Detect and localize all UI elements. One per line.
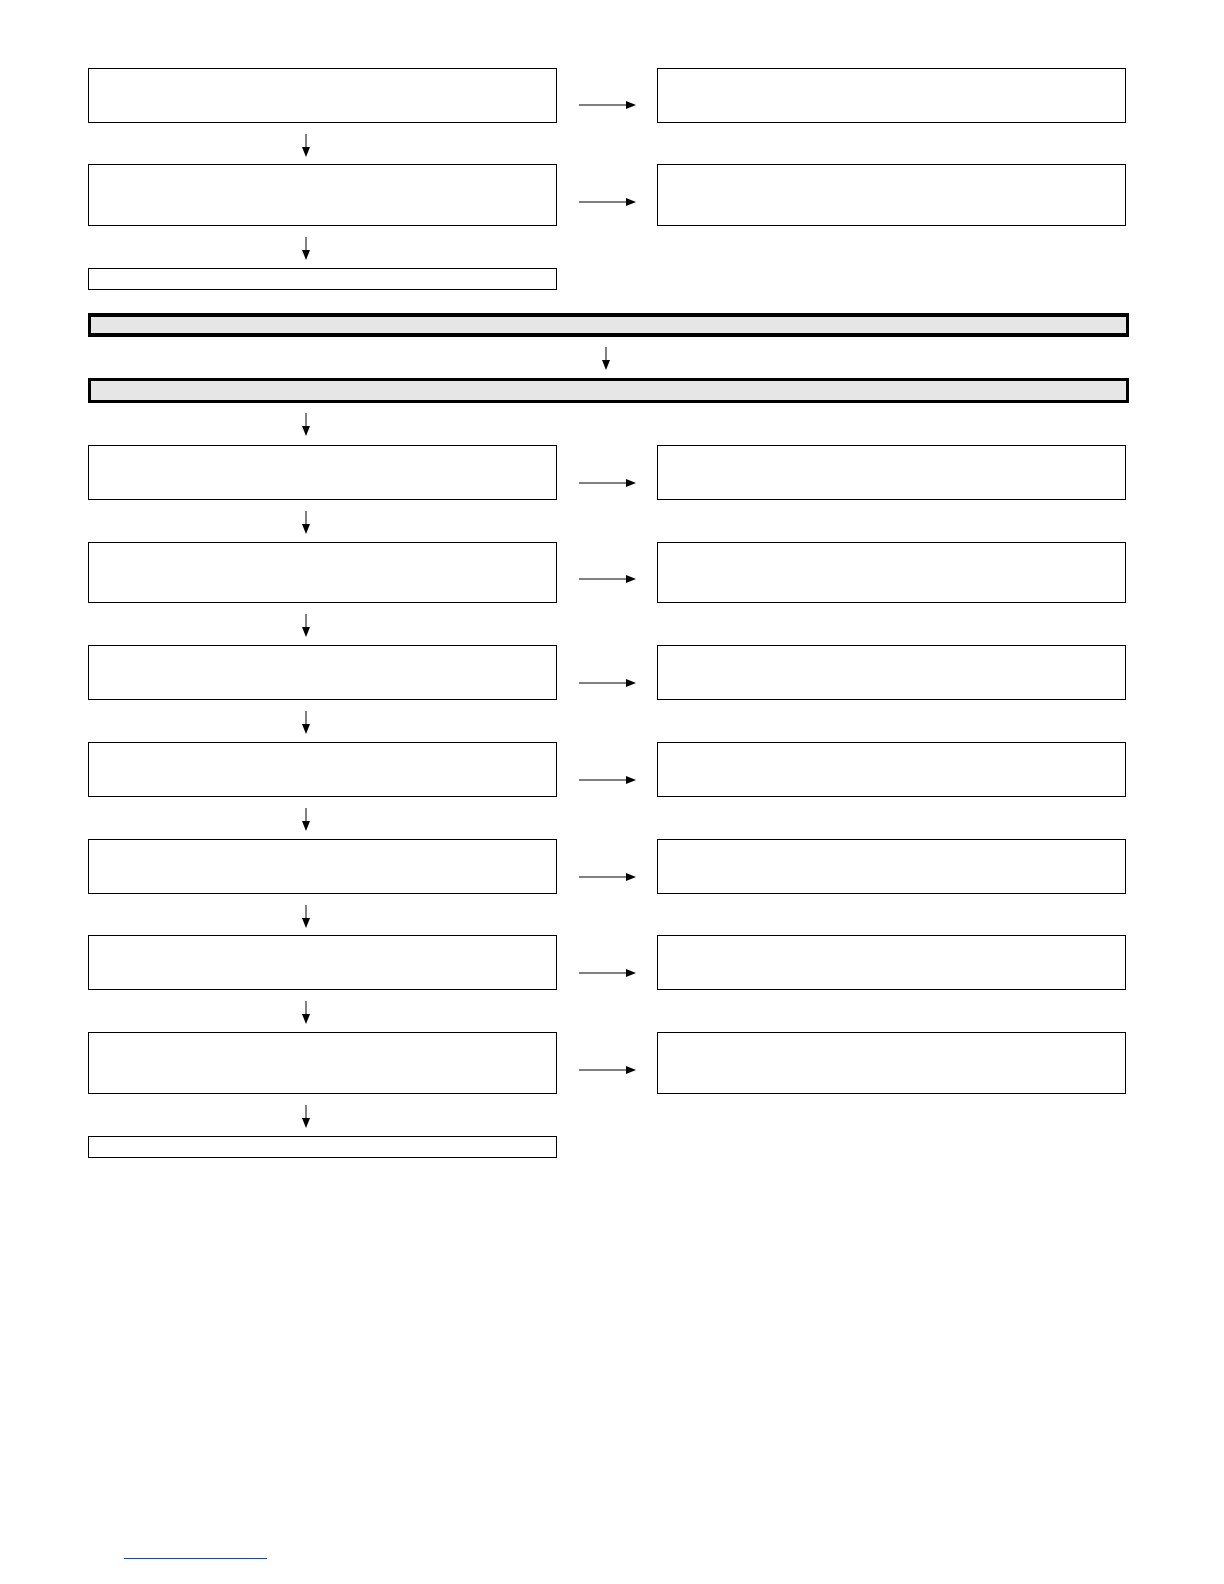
footer-link[interactable]: [124, 1558, 267, 1559]
